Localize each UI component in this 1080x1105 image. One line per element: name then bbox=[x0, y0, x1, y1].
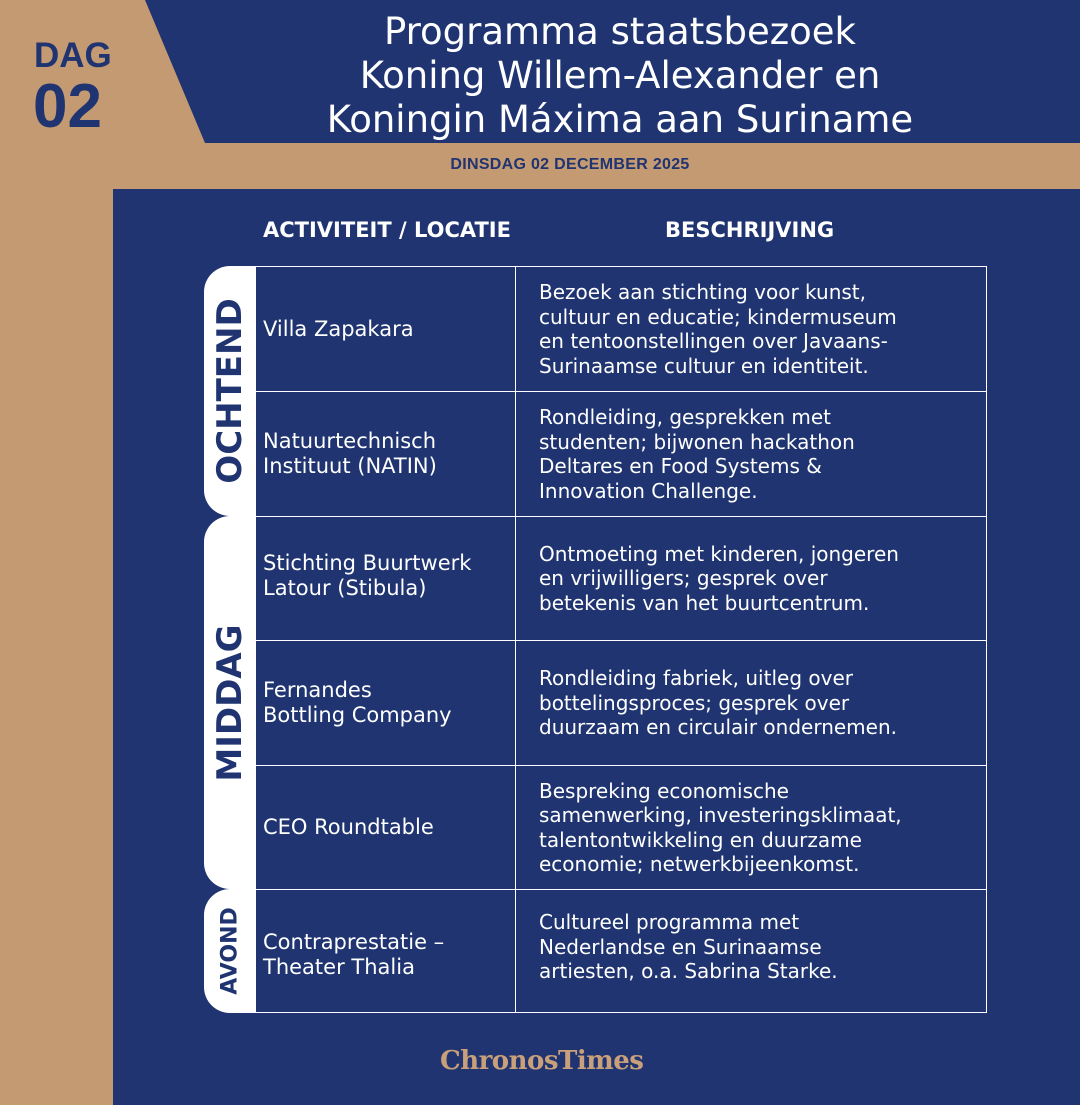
day-label: DAG bbox=[34, 36, 112, 75]
page-title bbox=[250, 10, 990, 142]
description-line: economie; netwerkbijeenkomst. bbox=[539, 852, 860, 876]
description-line: Deltares en Food Systems & bbox=[539, 454, 822, 478]
title-line: Programma staatsbezoek bbox=[383, 10, 856, 53]
period-tab-afternoon bbox=[204, 516, 255, 889]
description-cell bbox=[516, 517, 986, 640]
program-date: DINSDAG 02 DECEMBER 2025 bbox=[450, 156, 690, 173]
description-line: artiesten, o.a. Sabrina Starke. bbox=[539, 959, 838, 983]
location-cell bbox=[256, 267, 516, 391]
description-cell bbox=[516, 392, 986, 516]
table-row bbox=[256, 890, 986, 1012]
table-row bbox=[256, 641, 986, 766]
period-tab-evening bbox=[204, 889, 255, 1013]
schedule-table bbox=[255, 266, 987, 1013]
table-row bbox=[256, 392, 986, 517]
description-line: en tentoonstellingen over Javaans- bbox=[539, 329, 888, 353]
title-line: Koning Willem-Alexander en bbox=[359, 54, 881, 97]
description-line: Cultureel programma met bbox=[539, 910, 800, 934]
description-line: Rondleiding, gesprekken met bbox=[539, 405, 831, 429]
period-label-evening: AVOND bbox=[217, 907, 242, 995]
description-line: Rondleiding fabriek, uitleg over bbox=[539, 666, 853, 691]
location-cell bbox=[256, 517, 516, 640]
brand-logo: ChronosTimes bbox=[440, 1046, 644, 1076]
location-cell bbox=[256, 392, 516, 516]
description-line: en vrijwilligers; gesprek over bbox=[539, 566, 828, 591]
description-cell bbox=[516, 641, 986, 765]
description-line: duurzaam en circulair ondernemen. bbox=[539, 715, 897, 740]
day-badge bbox=[0, 0, 150, 143]
location-line: Fernandes bbox=[263, 678, 372, 702]
description-cell bbox=[516, 267, 986, 391]
description-line: Bespreking economische bbox=[539, 778, 789, 803]
description-cell bbox=[516, 890, 986, 1012]
description-line: betekenis van het buurtcentrum. bbox=[539, 590, 870, 615]
table-row bbox=[256, 766, 986, 890]
period-tab-morning bbox=[204, 266, 255, 516]
location-line: Villa Zapakara bbox=[263, 316, 414, 341]
location-cell bbox=[256, 641, 516, 765]
description-line: talentontwikkeling en duurzame bbox=[539, 827, 862, 852]
location-line: Stichting Buurtwerk bbox=[263, 551, 472, 575]
location-cell bbox=[256, 890, 516, 1012]
location-line: Theater Thalia bbox=[263, 955, 415, 979]
column-header-activity: ACTIVITEIT / LOCATIE bbox=[263, 218, 511, 242]
description-line: Bezoek aan stichting voor kunst, bbox=[539, 280, 866, 304]
location-line: Contraprestatie – bbox=[263, 930, 445, 954]
table-row bbox=[256, 517, 986, 641]
location-line: Latour (Stibula) bbox=[263, 576, 427, 600]
title-line: Koningin Máxima aan Suriname bbox=[326, 98, 914, 141]
description-cell bbox=[516, 766, 986, 889]
period-label-afternoon: MIDDAG bbox=[209, 623, 250, 782]
location-line: Bottling Company bbox=[263, 703, 452, 727]
description-line: samenwerking, investeringsklimaat, bbox=[539, 803, 902, 827]
description-line: Nederlandse en Surinaamse bbox=[539, 934, 822, 959]
description-line: cultuur en educatie; kindermuseum bbox=[539, 304, 897, 329]
description-line: bottelingsproces; gesprek over bbox=[539, 690, 850, 715]
description-line: studenten; bijwonen hackathon bbox=[539, 429, 855, 454]
day-number: 02 bbox=[33, 72, 102, 141]
column-header-description: BESCHRIJVING bbox=[665, 218, 835, 242]
table-row bbox=[256, 267, 986, 392]
description-line: Surinaamse cultuur en identiteit. bbox=[539, 353, 869, 378]
location-line: Natuurtechnisch bbox=[263, 429, 437, 453]
location-cell bbox=[256, 766, 516, 889]
period-label-morning: OCHTEND bbox=[209, 298, 250, 484]
description-line: Innovation Challenge. bbox=[539, 478, 758, 503]
location-line: Instituut (NATIN) bbox=[263, 454, 437, 478]
location-line: CEO Roundtable bbox=[263, 815, 434, 839]
description-line: Ontmoeting met kinderen, jongeren bbox=[539, 541, 899, 566]
